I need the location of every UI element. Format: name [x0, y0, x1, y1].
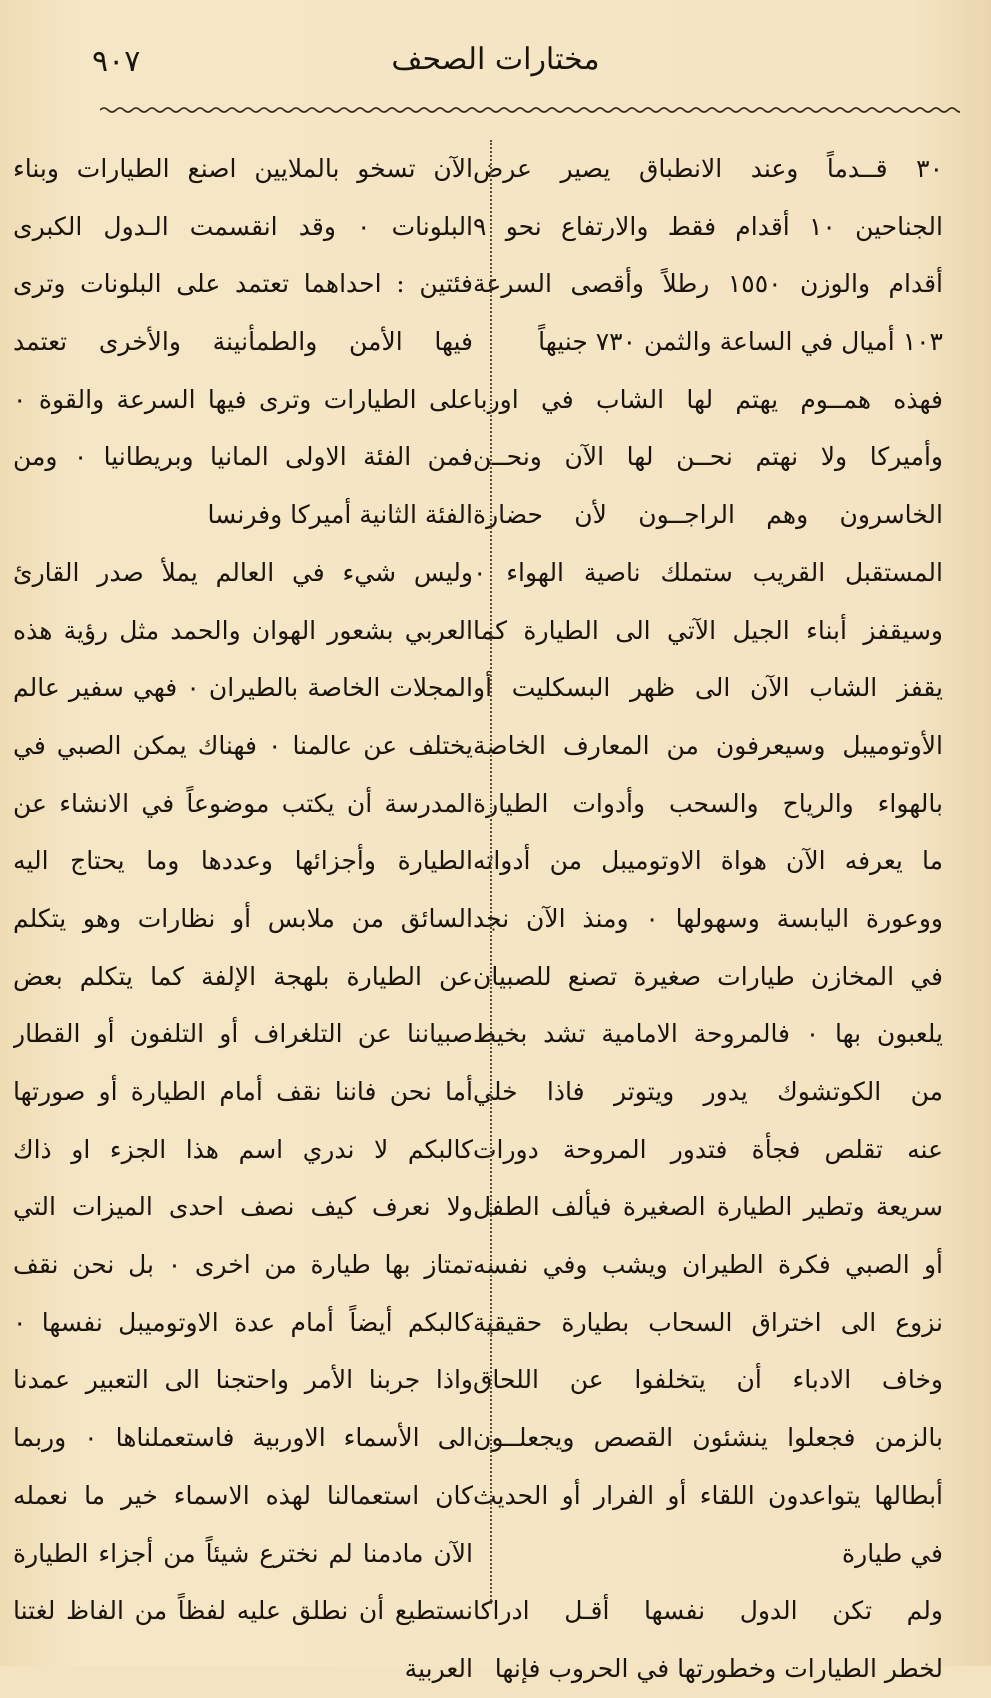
text-line: الآن تسخو بالملايين اصنع الطيارات وبناء	[13, 154, 473, 183]
left-text-column	[13, 140, 473, 1698]
text-line: وليس شيء في العالم يملأ صدر القارئ	[13, 557, 473, 587]
text-line: في طيارة	[842, 1538, 943, 1568]
text-line: ولا نعرف كيف نصف احدى الميزات التي	[13, 1192, 473, 1222]
running-title: مختارات الصحف	[391, 42, 600, 77]
text-line: من الكوتشوك يدور ويتوتر فاذا خلي	[473, 1077, 943, 1106]
text-line: كالبكم أيضاً أمام عدة الاوتوميبل نفسها ٠	[13, 1307, 473, 1337]
text-line: فئتين : احداهما تعتمد على البلونات وترى	[13, 269, 473, 299]
right-text-column	[473, 140, 943, 1698]
text-line: البلونات ٠ وقد انقسمت الـدول الكبرى	[13, 211, 473, 241]
text-line: الجناحين ١٠ أقدام فقط والارتفاع نحو ٩	[473, 211, 943, 241]
text-line: سريعة وتطير الطيارة الصغيرة فيألف الطفل	[473, 1192, 943, 1222]
text-line: وسيقفز أبناء الجيل الآتي الى الطيارة كما	[473, 615, 943, 645]
text-line: المجلات الخاصة بالطيران ٠ فهي سفير عالم	[13, 673, 473, 703]
text-line: فمن الفئة الاولى المانيا وبريطانيا ٠ ومن	[13, 442, 473, 472]
text-line: كالبكم لا ندري اسم هذا الجزء او ذاك	[13, 1134, 473, 1164]
text-line: في المخازن طيارات صغيرة تصنع للصبيان	[473, 961, 943, 991]
text-line: ووعورة اليابسة وسهولها ٠ ومنذ الآن نجد	[473, 903, 943, 933]
text-line: أما نحن فاننا نقف أمام الطيارة أو صورتها	[13, 1077, 473, 1106]
text-line: ٣٠ قــدماً وعند الانطباق يصير عرض	[473, 154, 943, 183]
text-line: فيها الأمن والطمأنينة والأخرى تعتمد	[13, 327, 473, 357]
text-line: أبطالها يتواعدون اللقاء أو الفرار أو الحديث	[473, 1480, 943, 1510]
text-line: بالهواء والرياح والسحب وأدوات الطيارة	[473, 788, 943, 818]
text-line: ١٠٣ أميال في الساعة والثمن ٧٣٠ جنيهاً	[538, 327, 943, 357]
text-line: لخطر الطيارات وخطورتها في الحروب فإنها	[494, 1653, 943, 1683]
text-line: نستطيع أن نطلق عليه لفظاً من الفاظ لغتنا	[13, 1596, 473, 1626]
text-line: يلعبون بها ٠ فالمروحة الامامية تشد بخيط	[473, 1019, 943, 1049]
text-line: الطيارة وأجزائها وعددها وما يحتاج اليه	[13, 846, 473, 876]
text-line: يختلف عن عالمنا ٠ فهناك يمكن الصبي في	[13, 730, 473, 760]
text-line: الى الأسماء الاوربية فاستعملناها ٠ وربما	[13, 1423, 473, 1453]
header-wavy-rule	[100, 104, 960, 116]
text-line: العربي بشعور الهوان والحمد مثل رؤية هذه	[13, 615, 473, 645]
text-line: السائق من ملابس أو نظارات وهو يتكلم	[13, 903, 473, 933]
column-divider	[490, 140, 492, 1604]
text-line: وأميركا ولا نهتم نحــن لها الآن ونحــن	[473, 442, 943, 472]
text-line: على الطيارات وترى فيها السرعة والقوة ٠	[13, 384, 473, 414]
text-line: عنه تقلص فجأة فتدور المروحة دورات	[473, 1134, 943, 1164]
text-line: أقدام والوزن ١٥٥٠ رطلاً وأقصى السرعة	[473, 269, 943, 299]
text-line: صبياننا عن التلغراف أو التلفون أو القطار	[13, 1019, 473, 1049]
text-line: العربية	[404, 1653, 473, 1683]
text-line: المستقبل القريب ستملك ناصية الهواء ٠	[473, 557, 943, 587]
page-header	[0, 38, 991, 88]
text-line: بالزمن فجعلوا ينشئون القصص ويجعلــون	[473, 1423, 943, 1453]
text-line: المدرسة أن يكتب موضوعاً في الانشاء عن	[13, 788, 473, 818]
text-line: ما يعرفه الآن هواة الاوتوميبل من أدواته	[473, 846, 943, 876]
text-line: تمتاز بها طيارة من اخرى ٠ بل نحن نقف	[13, 1250, 473, 1280]
text-line: عن الطيارة بلهجة الإلفة كما يتكلم بعض	[13, 961, 473, 991]
text-line: نزوع الى اختراق السحاب بطيارة حقيقية	[473, 1307, 943, 1337]
text-line: الخاسرون وهم الراجــون لأن حضارة	[473, 500, 943, 530]
text-line: يقفز الشاب الآن الى ظهر البسكليت أو	[473, 673, 943, 703]
text-line: فهذه همــوم يهتم لها الشاب في اوربا	[473, 384, 943, 414]
page-number: ٩٠٧	[92, 44, 141, 79]
text-line: واذا جربنا الأمر واحتجنا الى التعبير عمدنا	[13, 1365, 473, 1395]
text-line: الأوتوميبل وسيعرفون من المعارف الخاصة	[473, 730, 943, 760]
text-line: الفئة الثانية أميركا وفرنسا	[207, 500, 473, 530]
text-line: كان استعمالنا لهذه الاسماء خير ما نعمله	[13, 1480, 473, 1510]
text-line: وخاف الادباء أن يتخلفوا عن اللحاق	[473, 1365, 943, 1395]
text-line: الآن مادمنا لم نخترع شيئاً من أجزاء الطيارة	[13, 1538, 473, 1568]
text-line: ولم تكن الدول نفسها أقـل ادراكا	[473, 1596, 943, 1626]
text-line: أو الصبي فكرة الطيران ويشب وفي نفسه	[473, 1250, 943, 1280]
